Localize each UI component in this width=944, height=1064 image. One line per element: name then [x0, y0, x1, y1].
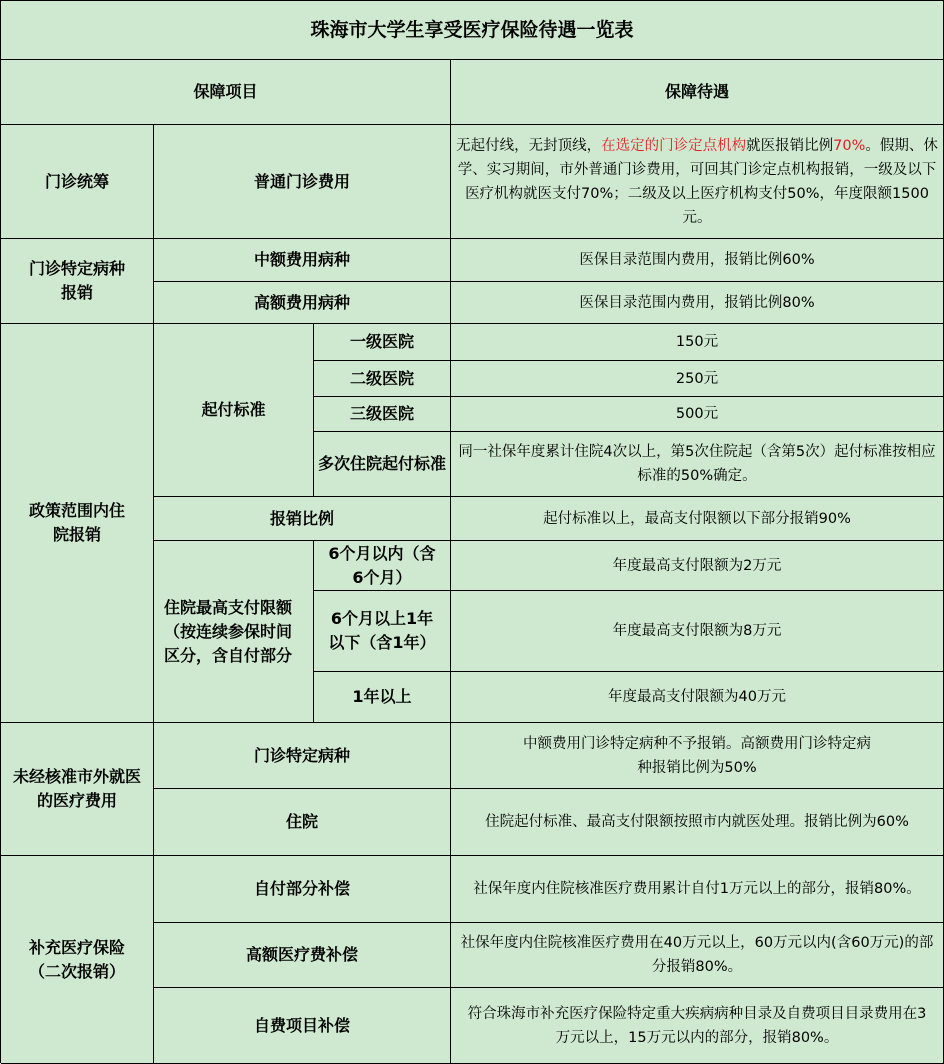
item: 自费项目补偿 [154, 988, 451, 1064]
benefit: 医保目录范围内费用，报销比例60% [451, 239, 944, 282]
deductible-label: 起付标准 [154, 324, 314, 497]
benefit-text: 就医报销比例 [746, 137, 834, 154]
item: 多次住院起付标准 [314, 432, 451, 497]
benefit: 符合珠海市补充医疗保险特定重大疾病病种目录及自费项目目录费用在3万元以上，15万元以内的部分，报销80%。 [451, 988, 944, 1064]
benefit: 250元 [451, 361, 944, 397]
item: 住院 [154, 789, 451, 856]
benefit: 社保年度内住院核准医疗费用在40万元以上，60万元以内(含60万元)的部分报销80%。 [451, 923, 944, 988]
item: 一级医院 [314, 324, 451, 361]
benefit-highlight: 70% [833, 137, 866, 154]
benefit: 起付标准以上，最高支付限额以下部分报销90% [451, 497, 944, 541]
benefit-text: 。假期、休学、实习期间，市外普通门诊费用，可回其门诊定点机构报销，一级及以下医疗机构就医支付70%；二级及以上医疗机构支付50%，年度限额1500元。 [457, 137, 938, 226]
benefit: 医保目录范围内费用，报销比例80% [451, 282, 944, 324]
limit-label: 住院最高支付限额（按连续参保时间区分，含自付部分 [154, 541, 314, 723]
item: 自付部分补偿 [154, 856, 451, 923]
benefit: 同一社保年度累计住院4次以上，第5次住院起（含第5次）起付标准按相应标准的50%确定。 [451, 432, 944, 497]
item: 6个月以内（含6个月） [314, 541, 451, 591]
item: 中额费用病种 [154, 239, 451, 282]
item: 1年以上 [314, 672, 451, 723]
item: 高额医疗费补偿 [154, 923, 451, 988]
ratio-label: 报销比例 [154, 497, 451, 541]
header-item: 保障项目 [1, 60, 451, 125]
category-outpatient: 门诊统筹 [1, 125, 154, 239]
item: 高额费用病种 [154, 282, 451, 324]
benefit: 150元 [451, 324, 944, 361]
benefit: 住院起付标准、最高支付限额按照市内就医处理。报销比例为60% [451, 789, 944, 856]
category-inpatient: 政策范围内住院报销 [1, 324, 154, 723]
benefit: 社保年度内住院核准医疗费用累计自付1万元以上的部分，报销80%。 [451, 856, 944, 923]
item: 二级医院 [314, 361, 451, 397]
benefit: 500元 [451, 397, 944, 432]
benefit [451, 125, 944, 239]
benefit-highlight: 在选定的门诊定点机构 [601, 137, 747, 154]
item: 6个月以上1年以下（含1年） [314, 591, 451, 672]
category-supplement: 补充医疗保险（二次报销） [1, 856, 154, 1064]
category-special: 门诊特定病种报销 [1, 239, 154, 324]
item: 门诊特定病种 [154, 723, 451, 789]
benefit: 年度最高支付限额为8万元 [451, 591, 944, 672]
benefit: 中额费用门诊特定病种不予报销。高额费用门诊特定病种报销比例为50% [451, 723, 944, 789]
item: 三级医院 [314, 397, 451, 432]
header-benefit: 保障待遇 [451, 60, 944, 125]
category-unapproved: 未经核准市外就医的医疗费用 [1, 723, 154, 856]
item: 普通门诊费用 [154, 125, 451, 239]
benefit: 年度最高支付限额为2万元 [451, 541, 944, 591]
benefit-text: 无起付线，无封顶线， [456, 137, 602, 154]
benefit: 年度最高支付限额为40万元 [451, 672, 944, 723]
page-title: 珠海市大学生享受医疗保险待遇一览表 [1, 1, 944, 60]
